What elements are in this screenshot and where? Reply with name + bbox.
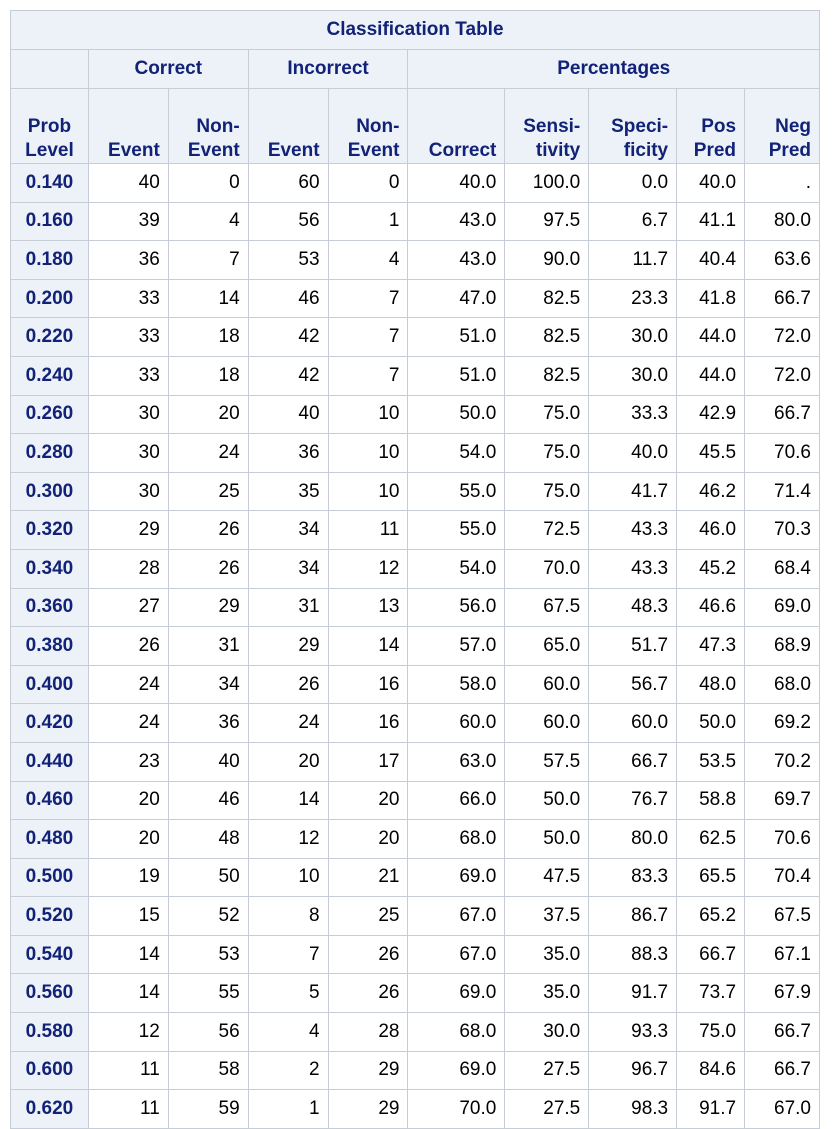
row-prob-level: 0.200 [11,279,89,318]
table-cell: 0 [328,164,408,203]
table-cell: 26 [88,627,168,666]
table-cell: 7 [248,935,328,974]
table-row [11,279,820,318]
col-incorrect-event: Event [248,89,328,164]
table-cell: 51.0 [408,356,505,395]
table-cell: 67.0 [408,897,505,936]
table-cell: 20 [248,742,328,781]
table-cell: 14 [88,935,168,974]
table-row [11,897,820,936]
row-prob-level: 0.600 [11,1051,89,1090]
table-cell: 68.9 [745,627,820,666]
table-cell: 55 [168,974,248,1013]
table-cell: 43.3 [589,511,677,550]
col-correct-pct: Correct [408,89,505,164]
table-cell: 43.3 [589,549,677,588]
table-cell: 56 [248,202,328,241]
table-cell: 30.0 [505,1013,589,1052]
table-cell: 57.5 [505,742,589,781]
table-cell: 30 [88,472,168,511]
table-cell: 65.5 [677,858,745,897]
row-prob-level: 0.440 [11,742,89,781]
table-cell: 27.5 [505,1090,589,1129]
table-cell: 14 [328,627,408,666]
table-cell: 71.4 [745,472,820,511]
table-row [11,241,820,280]
table-cell: 40.0 [408,164,505,203]
table-cell: 67.5 [745,897,820,936]
table-row [11,742,820,781]
row-prob-level: 0.300 [11,472,89,511]
table-cell: 0.0 [589,164,677,203]
row-prob-level: 0.520 [11,897,89,936]
group-correct: Correct [88,50,248,89]
table-cell: 33.3 [589,395,677,434]
table-cell: 7 [328,318,408,357]
table-cell: 20 [328,781,408,820]
table-cell: 56.0 [408,588,505,627]
table-row [11,1090,820,1129]
table-cell: 0 [168,164,248,203]
table-row [11,665,820,704]
table-cell: 10 [328,395,408,434]
table-cell: 27.5 [505,1051,589,1090]
table-cell: 12 [88,1013,168,1052]
table-cell: 53 [168,935,248,974]
table-cell: 51.0 [408,318,505,357]
table-cell: 44.0 [677,356,745,395]
table-cell: 86.7 [589,897,677,936]
row-prob-level: 0.620 [11,1090,89,1129]
table-cell: 69.7 [745,781,820,820]
table-cell: 19 [88,858,168,897]
table-cell: 97.5 [505,202,589,241]
table-cell: 91.7 [589,974,677,1013]
table-cell: 1 [248,1090,328,1129]
table-cell: 24 [168,434,248,473]
table-cell: 36 [88,241,168,280]
table-cell: 66.0 [408,781,505,820]
table-cell: 29 [328,1090,408,1129]
row-prob-level: 0.320 [11,511,89,550]
table-cell: 40.0 [677,164,745,203]
table-row [11,627,820,666]
table-row [11,434,820,473]
table-cell: 25 [168,472,248,511]
table-cell: 50.0 [408,395,505,434]
table-cell: 44.0 [677,318,745,357]
table-cell: 12 [248,820,328,859]
col-neg-pred: Neg Pred [745,89,820,164]
table-cell: 70.6 [745,820,820,859]
table-cell: 50.0 [505,781,589,820]
table-cell: 46.6 [677,588,745,627]
row-prob-level: 0.480 [11,820,89,859]
table-cell: 96.7 [589,1051,677,1090]
table-cell: 53.5 [677,742,745,781]
table-cell: 70.6 [745,434,820,473]
table-cell: 47.3 [677,627,745,666]
table-cell: 50.0 [505,820,589,859]
table-cell: 100.0 [505,164,589,203]
table-cell: 60.0 [589,704,677,743]
table-cell: 35.0 [505,935,589,974]
table-cell: 24 [248,704,328,743]
table-cell: 35.0 [505,974,589,1013]
table-cell: 16 [328,665,408,704]
table-cell: 70.4 [745,858,820,897]
table-cell: 55.0 [408,472,505,511]
table-cell: 56 [168,1013,248,1052]
table-cell: 82.5 [505,279,589,318]
row-prob-level: 0.240 [11,356,89,395]
table-cell: 34 [248,511,328,550]
row-prob-level: 0.580 [11,1013,89,1052]
table-cell: 46 [248,279,328,318]
table-cell: 30.0 [589,318,677,357]
table-cell: 42 [248,318,328,357]
table-cell: 68.0 [745,665,820,704]
table-cell: 29 [328,1051,408,1090]
table-cell: 40 [248,395,328,434]
table-cell: 69.0 [408,1051,505,1090]
row-prob-level: 0.400 [11,665,89,704]
table-cell: 26 [248,665,328,704]
table-cell: 98.3 [589,1090,677,1129]
col-correct-nonevent: Non- Event [168,89,248,164]
table-cell: 58 [168,1051,248,1090]
table-row [11,1013,820,1052]
table-row [11,1051,820,1090]
table-cell: 67.0 [745,1090,820,1129]
table-cell: 37.5 [505,897,589,936]
table-cell: 26 [328,974,408,1013]
table-cell: 80.0 [589,820,677,859]
table-cell: 69.0 [408,974,505,1013]
table-cell: 56.7 [589,665,677,704]
table-cell: 67.0 [408,935,505,974]
table-cell: 60 [248,164,328,203]
table-cell: 2 [248,1051,328,1090]
table-row [11,356,820,395]
table-cell: 88.3 [589,935,677,974]
table-cell: 18 [168,356,248,395]
table-cell: 63.6 [745,241,820,280]
table-cell: 70.0 [408,1090,505,1129]
table-cell: 45.5 [677,434,745,473]
table-cell: 23 [88,742,168,781]
table-cell: 14 [168,279,248,318]
table-cell: 47.5 [505,858,589,897]
table-cell: 67.5 [505,588,589,627]
table-title: Classification Table [11,11,820,50]
row-prob-level: 0.380 [11,627,89,666]
table-cell: 11 [88,1090,168,1129]
table-cell: 15 [88,897,168,936]
table-cell: 41.8 [677,279,745,318]
table-cell: 4 [248,1013,328,1052]
table-cell: 46 [168,781,248,820]
table-cell: 30.0 [589,356,677,395]
table-cell: 70.0 [505,549,589,588]
table-cell: 84.6 [677,1051,745,1090]
table-cell: 29 [88,511,168,550]
classification-table [10,10,820,1129]
table-cell: 36 [248,434,328,473]
table-cell: 52 [168,897,248,936]
table-cell: 65.2 [677,897,745,936]
table-cell: 30 [88,434,168,473]
table-cell: 59 [168,1090,248,1129]
table-cell: 68.4 [745,549,820,588]
table-row [11,974,820,1013]
table-cell: 26 [328,935,408,974]
table-cell: 82.5 [505,318,589,357]
table-cell: 66.7 [745,279,820,318]
row-prob-level: 0.460 [11,781,89,820]
row-prob-level: 0.420 [11,704,89,743]
table-cell: 1 [328,202,408,241]
blank-corner [11,50,89,89]
table-cell: 7 [328,279,408,318]
row-prob-level: 0.540 [11,935,89,974]
table-cell: 7 [168,241,248,280]
table-cell: 58.8 [677,781,745,820]
table-cell: 26 [168,511,248,550]
table-cell: 41.1 [677,202,745,241]
table-cell: 58.0 [408,665,505,704]
table-cell: 50.0 [677,704,745,743]
table-cell: 67.9 [745,974,820,1013]
table-cell: 45.2 [677,549,745,588]
table-cell: 54.0 [408,549,505,588]
table-cell: 10 [328,472,408,511]
table-row [11,588,820,627]
table-cell: 14 [88,974,168,1013]
table-cell: 34 [168,665,248,704]
table-cell: 90.0 [505,241,589,280]
table-cell: 47.0 [408,279,505,318]
table-cell: 8 [248,897,328,936]
table-cell: 33 [88,318,168,357]
table-cell: 34 [248,549,328,588]
table-cell: 91.7 [677,1090,745,1129]
table-cell: 17 [328,742,408,781]
table-cell: 40 [168,742,248,781]
table-cell: 24 [88,665,168,704]
row-prob-level: 0.180 [11,241,89,280]
table-body [11,164,820,1129]
table-cell: 80.0 [745,202,820,241]
table-cell: 20 [88,781,168,820]
table-cell: 75.0 [505,395,589,434]
table-cell: 70.2 [745,742,820,781]
table-cell: 75.0 [505,472,589,511]
col-specificity: Speci- ficity [589,89,677,164]
table-cell: 39 [88,202,168,241]
table-cell: 28 [88,549,168,588]
col-incorrect-nonevent: Non- Event [328,89,408,164]
table-cell: 30 [88,395,168,434]
table-cell: 11 [88,1051,168,1090]
table-cell: 11.7 [589,241,677,280]
group-incorrect: Incorrect [248,50,408,89]
table-cell: 12 [328,549,408,588]
table-cell: 23.3 [589,279,677,318]
table-cell: 6.7 [589,202,677,241]
table-cell: 70.3 [745,511,820,550]
table-cell: 60.0 [505,665,589,704]
row-prob-level: 0.360 [11,588,89,627]
table-cell: 66.7 [745,1051,820,1090]
row-prob-level: 0.340 [11,549,89,588]
table-cell: 10 [328,434,408,473]
table-cell: 7 [328,356,408,395]
table-row [11,781,820,820]
table-cell: 60.0 [408,704,505,743]
table-cell: 66.7 [589,742,677,781]
table-row [11,202,820,241]
table-cell: 20 [88,820,168,859]
table-cell: 73.7 [677,974,745,1013]
row-prob-level: 0.500 [11,858,89,897]
table-row [11,820,820,859]
table-cell: 20 [168,395,248,434]
table-cell: 48.3 [589,588,677,627]
row-prob-level: 0.160 [11,202,89,241]
table-cell: 66.7 [677,935,745,974]
table-cell: 27 [88,588,168,627]
col-prob-level: Prob Level [11,89,89,164]
table-cell: 14 [248,781,328,820]
table-cell: 69.0 [408,858,505,897]
table-cell: 93.3 [589,1013,677,1052]
table-cell: 62.5 [677,820,745,859]
table-cell: 75.0 [505,434,589,473]
table-cell: 16 [328,704,408,743]
table-cell: 82.5 [505,356,589,395]
table-cell: 53 [248,241,328,280]
table-cell: 54.0 [408,434,505,473]
table-cell: 67.1 [745,935,820,974]
table-cell: 72.0 [745,318,820,357]
table-cell: 46.2 [677,472,745,511]
table-cell: 4 [328,241,408,280]
table-cell: 42.9 [677,395,745,434]
table-cell: 63.0 [408,742,505,781]
table-cell: 31 [168,627,248,666]
table-cell: 65.0 [505,627,589,666]
table-row [11,395,820,434]
table-row [11,318,820,357]
table-cell: 72.5 [505,511,589,550]
table-cell: 33 [88,279,168,318]
table-row [11,472,820,511]
table-cell: 35 [248,472,328,511]
table-cell: 18 [168,318,248,357]
table-cell: 66.7 [745,1013,820,1052]
table-cell: 28 [328,1013,408,1052]
row-prob-level: 0.280 [11,434,89,473]
table-cell: 46.0 [677,511,745,550]
table-cell: 4 [168,202,248,241]
table-cell: 29 [168,588,248,627]
table-cell: 21 [328,858,408,897]
table-cell: 13 [328,588,408,627]
table-cell: 69.2 [745,704,820,743]
table-cell: 51.7 [589,627,677,666]
table-cell: 31 [248,588,328,627]
table-cell: 75.0 [677,1013,745,1052]
group-percentages: Percentages [408,50,820,89]
table-cell: 69.0 [745,588,820,627]
col-pos-pred: Pos Pred [677,89,745,164]
table-cell: 60.0 [505,704,589,743]
table-cell: 11 [328,511,408,550]
table-row [11,164,820,203]
table-cell: 68.0 [408,1013,505,1052]
row-prob-level: 0.560 [11,974,89,1013]
table-cell: 48.0 [677,665,745,704]
table-cell: 57.0 [408,627,505,666]
table-cell: 33 [88,356,168,395]
table-row [11,935,820,974]
table-cell: 66.7 [745,395,820,434]
table-cell: . [745,164,820,203]
table-cell: 48 [168,820,248,859]
table-cell: 40 [88,164,168,203]
table-cell: 20 [328,820,408,859]
table-cell: 36 [168,704,248,743]
table-cell: 55.0 [408,511,505,550]
table-row [11,511,820,550]
table-cell: 26 [168,549,248,588]
table-cell: 5 [248,974,328,1013]
table-cell: 50 [168,858,248,897]
table-cell: 24 [88,704,168,743]
table-cell: 29 [248,627,328,666]
table-cell: 42 [248,356,328,395]
table-row [11,704,820,743]
table-cell: 72.0 [745,356,820,395]
table-cell: 41.7 [589,472,677,511]
table-cell: 40.0 [589,434,677,473]
table-row [11,858,820,897]
table-cell: 83.3 [589,858,677,897]
row-prob-level: 0.260 [11,395,89,434]
table-cell: 76.7 [589,781,677,820]
row-prob-level: 0.220 [11,318,89,357]
col-sensitivity: Sensi- tivity [505,89,589,164]
table-cell: 25 [328,897,408,936]
col-correct-event: Event [88,89,168,164]
table-cell: 10 [248,858,328,897]
table-cell: 40.4 [677,241,745,280]
table-row [11,549,820,588]
table-cell: 43.0 [408,241,505,280]
table-cell: 68.0 [408,820,505,859]
row-prob-level: 0.140 [11,164,89,203]
table-cell: 43.0 [408,202,505,241]
